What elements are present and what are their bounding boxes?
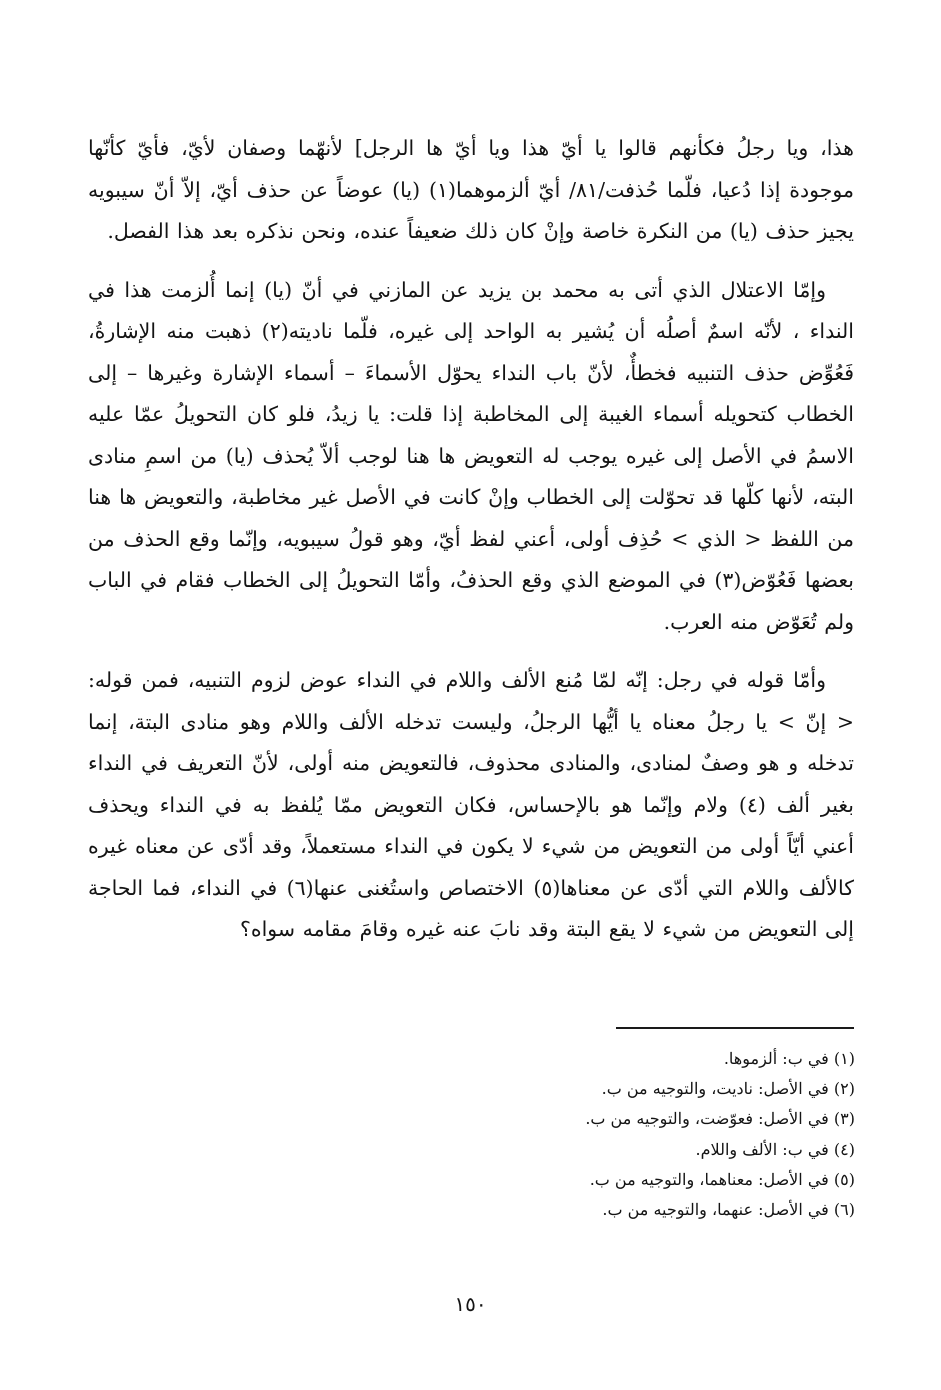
footnote: (٢) في الأصل: ناديت، والتوجيه من ب. xyxy=(601,1079,855,1099)
page-number: ١٥٠ xyxy=(454,1292,487,1316)
paragraph: هذا، ويا رجلُ فكأنهم قالوا يا أيّ هذا ويا أيّ ها الرجل] لأنهّما وصفان لأيّ، فأيّ كأنّها موجودة إذا دُعيا، فلّما حُذفت/٨١/ أيّ ألزموهما(١) (يا) عوضاً عن حذف أيّ، إلاّ أنّ سيبويه يجيز حذف (يا) من النكرة خاصة وإنْ كان ذلك ضعيفاً عنده، ونحن نذكره بعد هذا الفصل. xyxy=(88,136,855,243)
paragraph: وأمّا قوله في رجل: إنّه لمّا مُنع الألف واللام في النداء عوض لزوم التنبيه، فمن قوله: < إنّ > يا رجلُ معناه يا أيُّها الرجلُ، وليست تدخله الألف واللام وهو منادى البتة، إنما تدخله و هو وصفٌ لمنادى، والمنادى محذوف، فالتعويض منه أولى، لأنّ التعريف في النداء بغير ألف (٤) ولام وإنّما هو بالإحساس، فكان التعويض ممّا يُلفظ به في النداء ويحذف أعني أيّاً أولى من التعويض من شيء لا يكون في النداء مستعملاً، وقد أدّى عن معناه غيره كالألف واللام التي أدّى عن معناها(٥) الاختصاص واستُغنى عنها(٦) في النداء، فما الحاجة إلى التعويض من شيء لا يقع البتة وقد نابَ عنه غيره وقامَ مقامه سواه؟ xyxy=(88,668,854,941)
footnote: (١) في ب: ألزموها. xyxy=(723,1049,855,1068)
paragraph: وإمّا الاعتلال الذي أتى به محمد بن يزيد عن المازني في أنّ (يا) إنما أُلزمت هذا في النداء ، لأنّه اسمٌ أصلُه أن يُشير به الواحد إلى غيره، فلّما ناديته(٢) ذهبت منه الإشارةُ، فَعُوِّض حذف التنبيه فخطأٌ، لأنّ باب النداء يحوّل الأسماءَ – أسماء الإشارة وغيرها – إلى الخطاب كتحويله أسماء الغيبة إلى المخاطبة إذا قلت: يا زيدُ، فلو كان التحويلُ عمّا عليه الاسمُ في الأصل إلى غيره يوجب له التعويض ها هنا لوجب ألاّ يُحذف (يا) من اسمِ منادى البته، لأنها كلّها قد تحوّلت إلى الخطاب وإنْ كانت في الأصل غير مخاطبة، والتعويض ها هنا من اللفظ < الذي > حُذِف أولى، أعني لفظ أيّ، وهو قولُ سيبويه، وإنّما وقع الحذف من بعضها فَعُوّض(٣) في الموضع الذي وقع الحذفُ، وأمّا التحويلُ إلى الخطاب فقام في الباب ولم تُعَوّض منه العرب. xyxy=(88,277,854,634)
footnote: (٥) في الأصل: معناهما، والتوجيه من ب. xyxy=(589,1169,855,1189)
footnote: (٤) في ب: الألف واللام. xyxy=(695,1139,855,1159)
footnote: (٦) في الأصل: عنهما، والتوجيه من ب. xyxy=(602,1200,855,1220)
footnote-separator xyxy=(616,1027,854,1029)
main-text xyxy=(88,128,854,951)
footnotes xyxy=(335,1044,855,1225)
footnote: (٣) في الأصل: فعوّضت، والتوجيه من ب. xyxy=(585,1109,855,1129)
